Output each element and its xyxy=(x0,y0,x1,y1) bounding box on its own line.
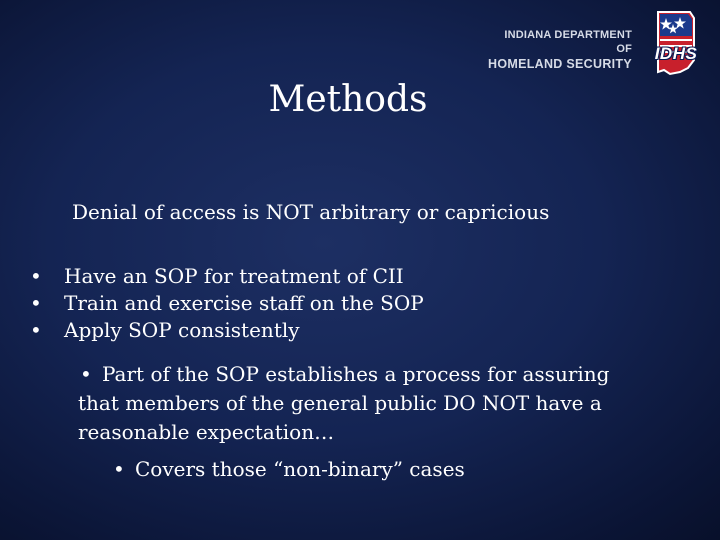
bullet-glyph: • xyxy=(30,318,42,342)
bullet-glyph: • xyxy=(113,457,125,481)
agency-name xyxy=(487,28,632,72)
idhs-seal-icon xyxy=(640,6,712,78)
idhs-logo-text: IDHS xyxy=(654,44,698,63)
list-item xyxy=(28,317,424,344)
bullet-text: Apply SOP consistently xyxy=(64,318,300,342)
bullet-text: Train and exercise staff on the SOP xyxy=(64,291,424,315)
bullet-glyph: • xyxy=(30,291,42,315)
sub-sub-bullet-text: Covers those “non-binary” cases xyxy=(135,457,465,481)
slide-subtitle: Denial of access is NOT arbitrary or capricious xyxy=(72,200,550,224)
list-item xyxy=(28,290,424,317)
bullet-glyph: • xyxy=(30,264,42,288)
list-item xyxy=(28,263,424,290)
agency-logo xyxy=(487,6,712,78)
bullet-text: Have an SOP for treatment of CII xyxy=(64,264,404,288)
slide-title: Methods xyxy=(268,79,428,120)
agency-name-line1: INDIANA DEPARTMENT OF xyxy=(504,29,632,55)
sub-bullet-text: Part of the SOP establishes a process for assuring that members of the general public DO NOT have a reasonable expectation… xyxy=(78,362,610,444)
bullet-list xyxy=(28,263,424,344)
agency-name-line2: HOMELAND SECURITY xyxy=(488,57,632,71)
bullet-glyph: • xyxy=(80,362,92,386)
sub-sub-bullet xyxy=(113,455,465,483)
sub-bullet xyxy=(78,360,638,447)
